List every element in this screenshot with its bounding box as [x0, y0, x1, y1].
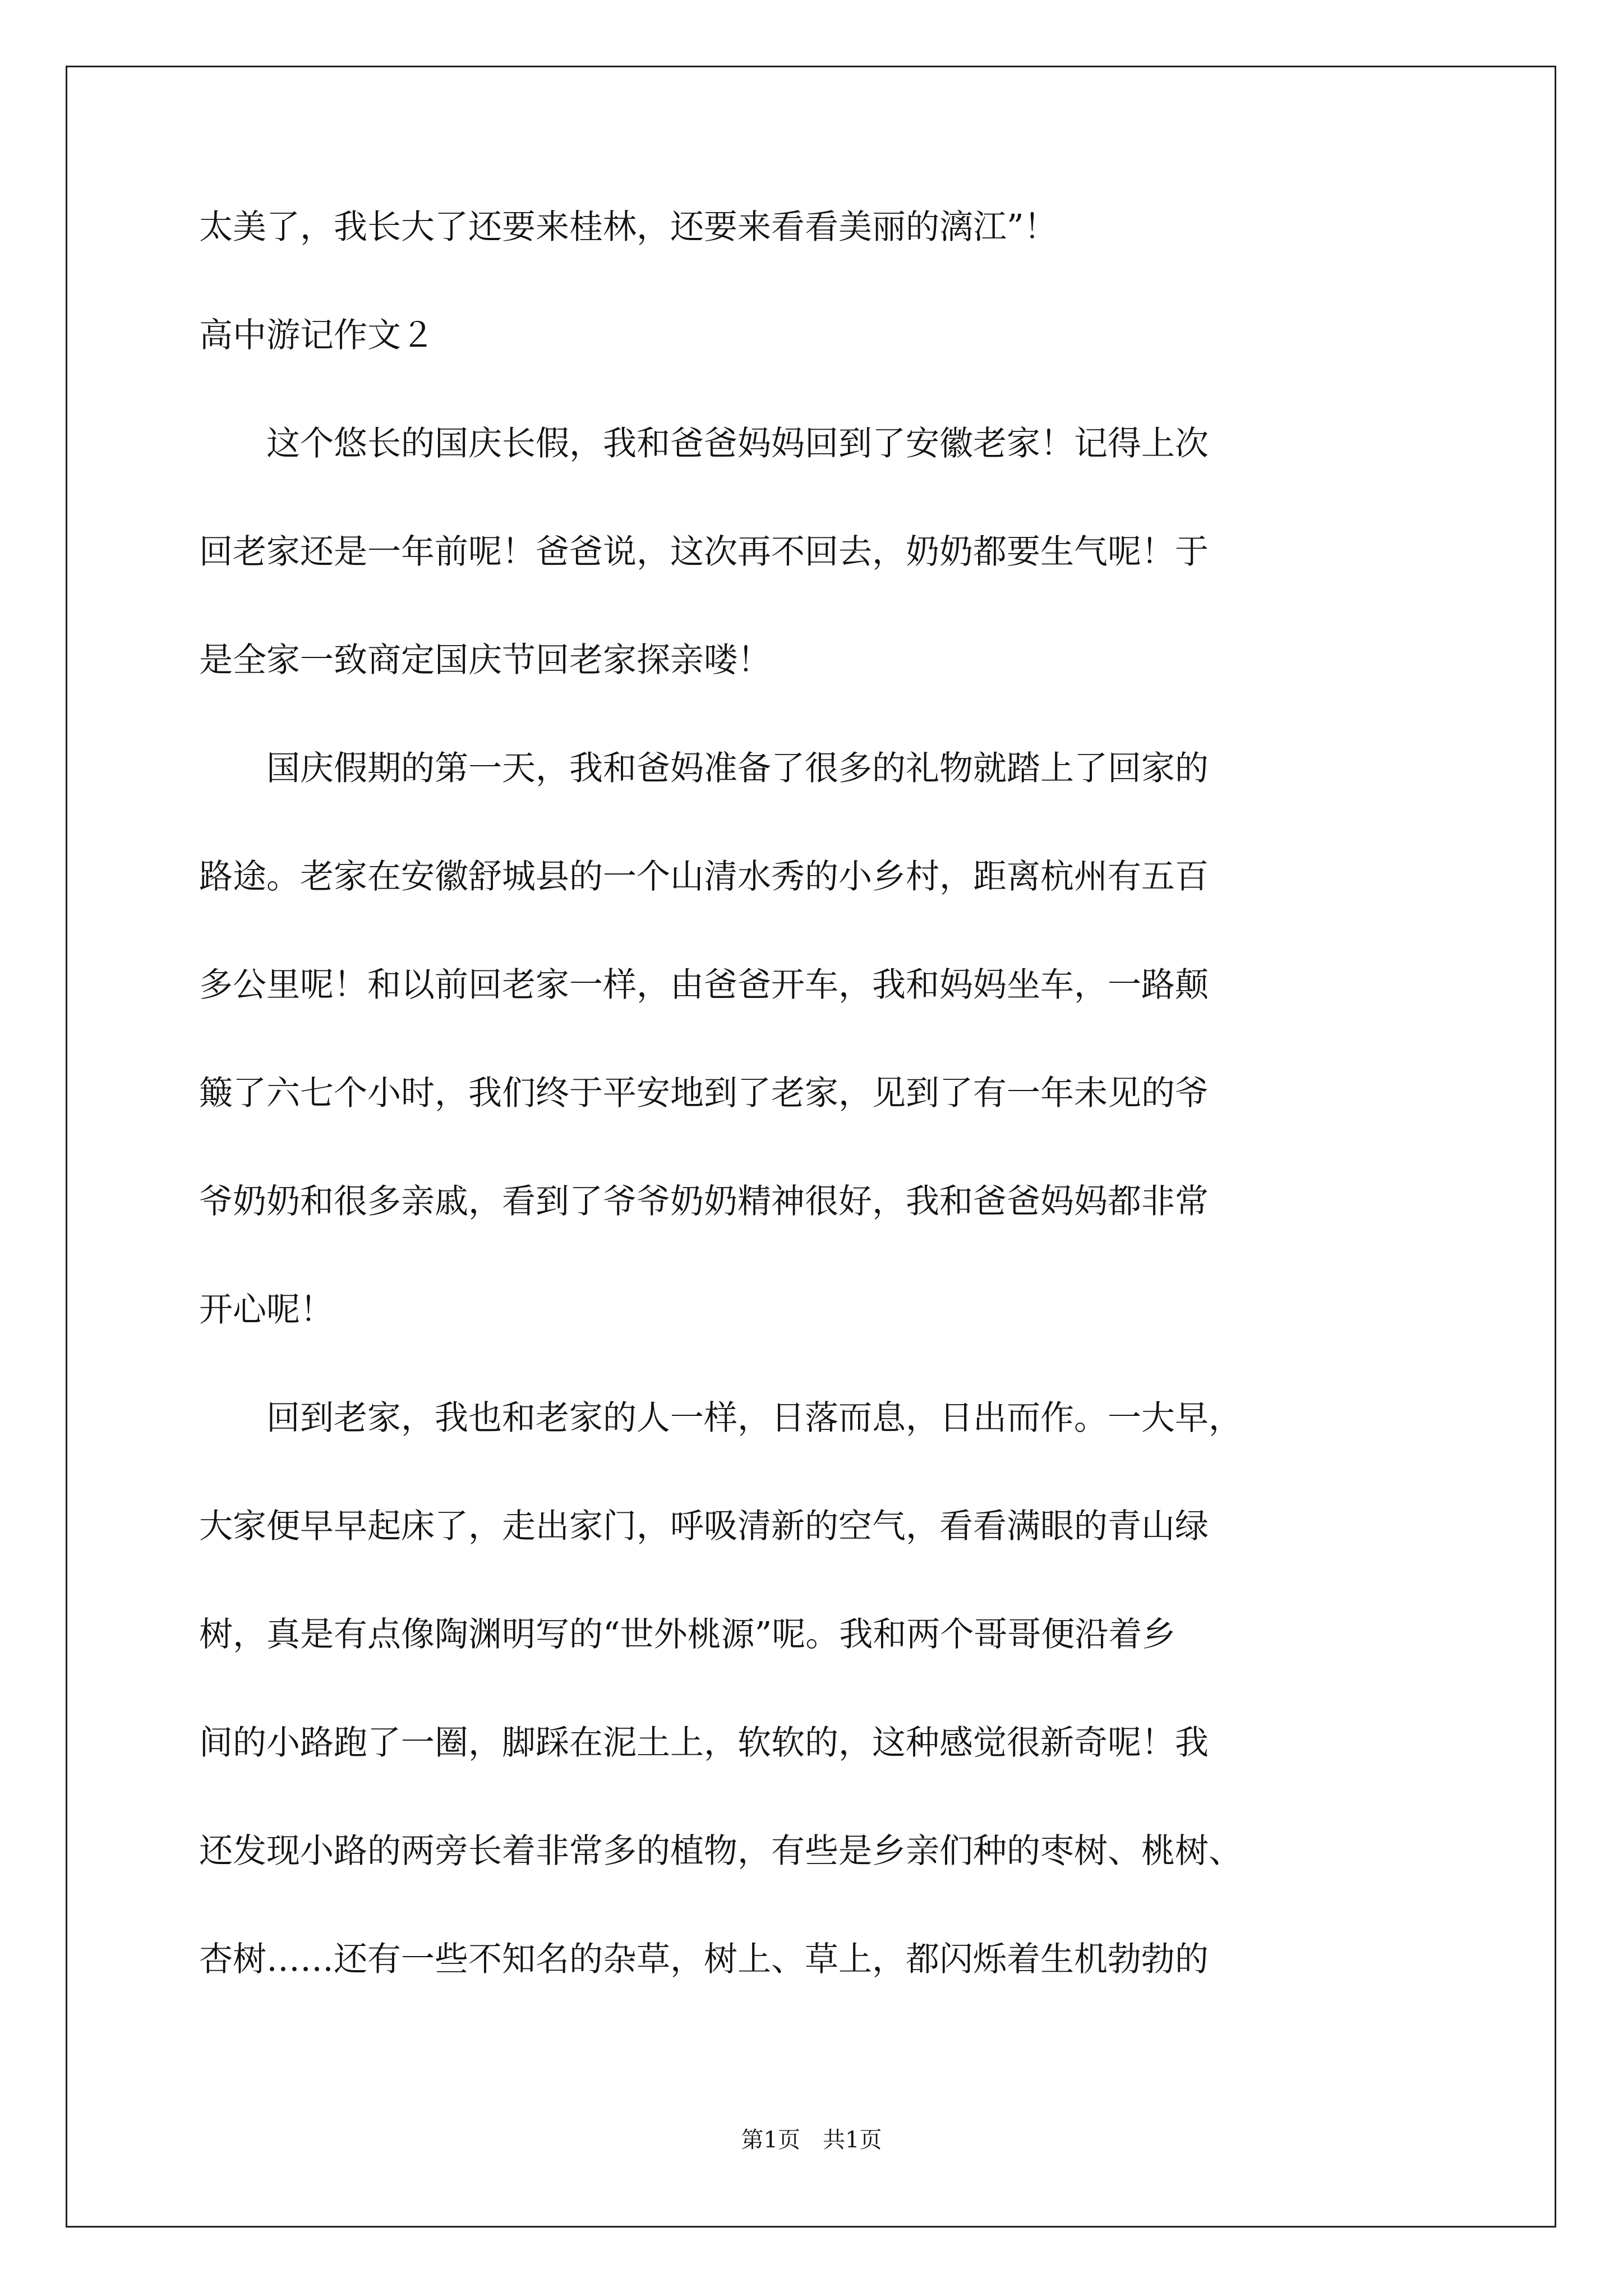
- text-line: 回到老家，我也和老家的人一样，日落而息，日出而作。一大早，: [199, 1398, 1242, 1438]
- text-line: 多公里呢！和以前回老家一样，由爸爸开车，我和妈妈坐车，一路颠: [199, 965, 1209, 1005]
- text-line: 太美了，我长大了还要来桂林，还要来看看美丽的漓江”！: [199, 208, 1058, 247]
- text-line: 杏树……还有一些不知名的杂草，树上、草上，都闪烁着生机勃勃的: [199, 1940, 1209, 1979]
- section-heading: 高中游记作文２: [199, 316, 435, 355]
- text-line: 爷奶奶和很多亲戚，看到了爷爷奶奶精神很好，我和爸爸妈妈都非常: [199, 1182, 1209, 1221]
- page-footer: 第1页 共1页: [741, 2127, 882, 2153]
- text-line: 开心呢！: [199, 1290, 334, 1329]
- text-line: 簸了六七个小时，我们终于平安地到了老家，见到了有一年未见的爷: [199, 1074, 1209, 1113]
- text-line: 回老家还是一年前呢！爸爸说，这次再不回去，奶奶都要生气呢！于: [199, 532, 1209, 572]
- text-line: 间的小路跑了一圈，脚踩在泥土上，软软的，这种感觉很新奇呢！我: [199, 1723, 1209, 1763]
- page-border: [66, 66, 1556, 2228]
- text-line: 路途。老家在安徽舒城县的一个山清水秀的小乡村，距离杭州有五百: [199, 857, 1209, 896]
- text-line: 还发现小路的两旁长着非常多的植物，有些是乡亲们种的枣树、桃树、: [199, 1832, 1242, 1871]
- text-line: 这个悠长的国庆长假，我和爸爸妈妈回到了安徽老家！记得上次: [199, 424, 1209, 463]
- text-line: 树，真是有点像陶渊明写的“世外桃源”呢。我和两个哥哥便沿着乡: [199, 1615, 1176, 1654]
- text-line: 大家便早早起床了，走出家门，呼吸清新的空气，看看满眼的青山绿: [199, 1507, 1209, 1546]
- text-line: 国庆假期的第一天，我和爸妈准备了很多的礼物就踏上了回家的: [199, 749, 1209, 788]
- text-line: 是全家一致商定国庆节回老家探亲喽！: [199, 641, 771, 680]
